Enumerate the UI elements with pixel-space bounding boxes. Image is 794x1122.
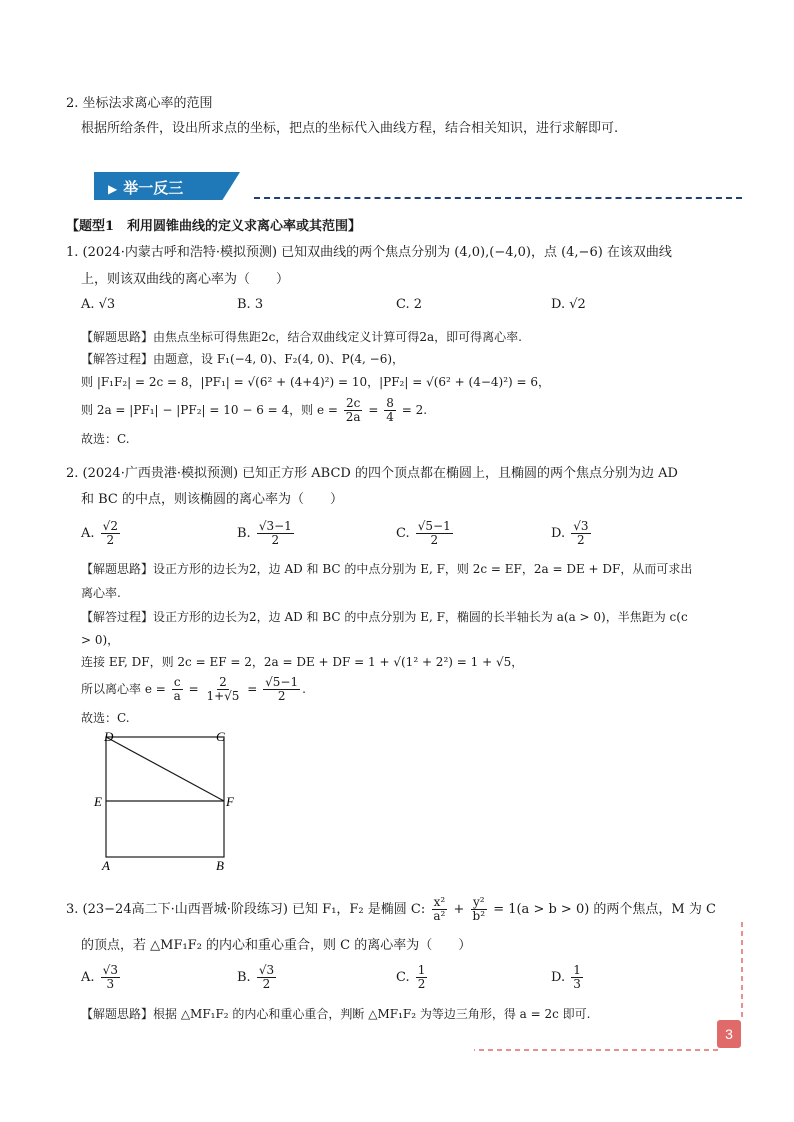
q1-option-a: A. √3 [81,297,116,312]
q3-option-a: A. $\frac{√3}{3}$ [81,963,118,991]
square-figure [92,727,242,875]
q2-option-a: A. $\frac{√2}{2}$ [81,519,118,547]
q3-option-b: B. $\frac{√3}{2}$ [237,963,275,991]
q3-idea: 【解题思路】根据 △MF₁F₂ 的内心和重心重合，判断 △MF₁F₂ 为等边三角形，得 a = 2c 即可. [81,1007,591,1021]
q1-process-3: 则 2a = |PF₁| − |PF₂| = 10 − 6 = 4，则 e = $\frac{2c}{2a}$ = $\frac{8}{4}$ = 2. [81,396,428,424]
label-a: A [102,858,110,873]
q1-process-2: 则 |F₁F₂| = 2c = 8，|PF₁| = √(6² + (4+4)²) = 10，|PF₂| = √(6² + (4−4)²) = 6， [81,375,551,389]
q2-option-b: B. $\frac{√3-1}{2}$ [237,519,292,547]
section-text: 根据所给条件，设出所求点的坐标，把点的坐标代入曲线方程，结合相关知识，进行求解即可. [81,121,619,136]
q3-option-c: C. $\frac{1}{2}$ [396,963,426,991]
q1-stem-line2: 上，则该双曲线的离心率为（ ） [81,272,290,287]
label-c: C [216,729,225,744]
q1-frac-1: $\frac{2c}{2a}$ [345,396,361,424]
q1-stem-line1: 1. (2024·内蒙古呼和浩特·模拟预测) 已知双曲线的两个焦点分别为 (4,0),(−4,0)，点 (4,−6) 在该双曲线 [66,245,672,260]
segment-df [106,737,224,801]
q2-idea-1: 【解题思路】设正方形的边长为2，边 AD 和 BC 的中点分别为 E, F，则 2c = EF，2a = DE + DF，从而可求出 [81,562,693,576]
q1-idea: 【解题思路】由焦点坐标可得焦距2c，结合双曲线定义计算可得2a，即可得离心率. [81,330,522,344]
q2-process-3: 连接 EF, DF，则 2c = EF = 2，2a = DE + DF = 1 + √(1² + 2²) = 1 + √5， [81,655,524,669]
divider-dash [254,197,742,199]
label-d: D [104,729,114,744]
q1-choice: 故选：C. [81,432,130,446]
q1-option-c: C. 2 [396,297,423,312]
q2-choice: 故选：C. [81,711,130,725]
q2-process-2: > 0)， [81,633,120,647]
label-e: E [94,794,102,809]
q2-process-1: 【解答过程】设正方形的边长为2，边 AD 和 BC 的中点分别为 E, F，椭圆的长半轴长为 a(a > 0)，半焦距为 c(c [81,610,688,624]
q2-option-c: C. $\frac{√5-1}{2}$ [396,519,451,547]
q3-stem-line1: 3. (23−24高二下·山西晋城·阶段练习) 已知 F₁，F₂ 是椭圆 C: $\frac{\text{x²}}{\text{a²}}$ + $\frac{\text{y²}}{\text{b²}}$ = 1(a > b > 0) 的两个焦点，M 为 C [66,895,716,923]
q2-stem-line1: 2. (2024·广西贵港·模拟预测) 已知正方形 ABCD 的四个顶点都在椭圆上，且椭圆的两个焦点分别为边 AD [66,466,678,481]
q2-stem-line2: 和 BC 的中点，则该椭圆的离心率为（ ） [81,492,344,507]
practice-banner-label: ▶ 举一反三 [108,179,184,197]
q1-option-d: D. √2 [551,297,586,312]
square-abcd [106,737,224,857]
section-title: 2. 坐标法求离心率的范围 [66,96,213,111]
page-corner-decoration [470,920,750,1055]
topic-heading: 【题型1 利用圆锥曲线的定义求离心率或其范围】 [66,219,362,234]
q2-option-d: D. $\frac{√3}{2}$ [551,519,589,547]
q3-option-d: D. $\frac{1}{3}$ [551,963,581,991]
q3-stem-line2: 的顶点，若 △MF₁F₂ 的内心和重心重合，则 C 的离心率为（ ） [81,938,472,953]
q1-process-1: 【解答过程】由题意，设 F₁(−4, 0)、F₂(4, 0)、P(4, −6)， [81,352,405,366]
label-f: F [226,794,234,809]
label-b: B [216,858,224,873]
play-icon: ▶ [108,182,118,196]
q2-process-4: 所以离心率 e = $\frac{c}{a}$ = $\frac{2}{1+√5}$ = $\frac{√5-1}{2}$ . [81,675,306,703]
q2-idea-2: 离心率. [81,586,121,600]
q1-option-b: B. 3 [237,297,264,312]
page-number: 3 [717,1020,741,1048]
q1-frac-2: $\frac{8}{4}$ [386,396,394,424]
